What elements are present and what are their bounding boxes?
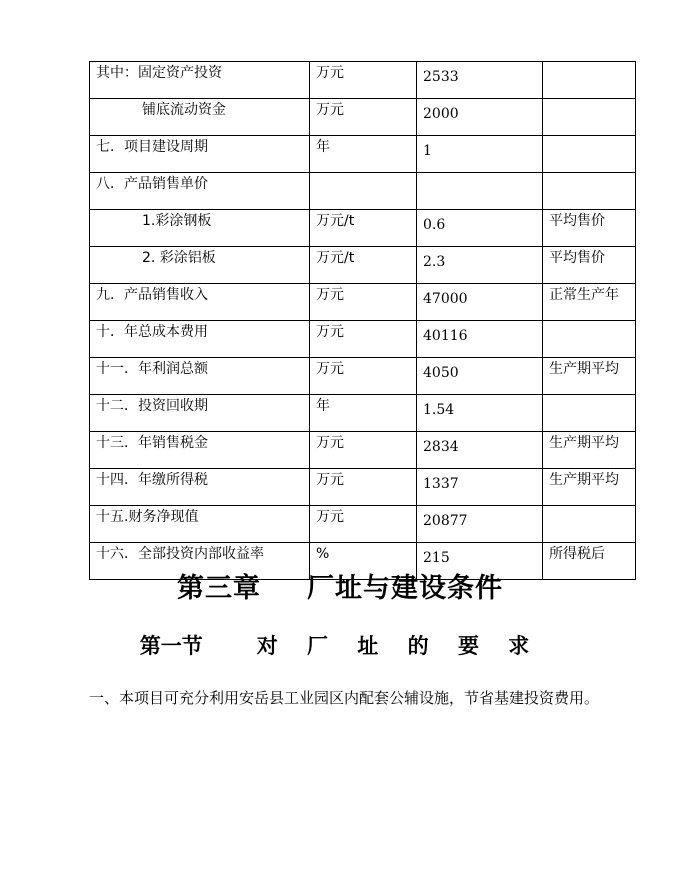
unit-cell: 万元 bbox=[310, 62, 417, 99]
unit-cell: 万元 bbox=[310, 506, 417, 543]
unit-cell: 年 bbox=[310, 395, 417, 432]
item-cell: 1.彩涂钢板 bbox=[90, 210, 310, 247]
section-heading bbox=[0, 630, 680, 660]
table-row bbox=[90, 358, 636, 395]
unit-cell: 万元/t bbox=[310, 210, 417, 247]
unit-cell: 万元 bbox=[310, 284, 417, 321]
chapter-heading bbox=[0, 566, 680, 605]
item-cell: 十一．年利润总额 bbox=[90, 358, 310, 395]
table-row bbox=[90, 432, 636, 469]
item-cell: 十二．投资回收期 bbox=[90, 395, 310, 432]
note-cell: 生产期平均 bbox=[543, 469, 636, 506]
chapter-title: 厂址与建设条件 bbox=[307, 573, 503, 604]
value-cell: 2834 bbox=[417, 432, 543, 469]
value-cell: 215 bbox=[417, 543, 543, 580]
note-cell bbox=[543, 99, 636, 136]
body-paragraph: 一、本项目可充分利用安岳县工业园区内配套公辅设施，节省基建投资费用。 bbox=[89, 689, 600, 707]
table-row bbox=[90, 506, 636, 543]
value-cell: 4050 bbox=[417, 358, 543, 395]
note-cell bbox=[543, 395, 636, 432]
note-cell bbox=[543, 506, 636, 543]
table-row bbox=[90, 173, 636, 210]
value-cell: 20877 bbox=[417, 506, 543, 543]
value-cell: 2.3 bbox=[417, 247, 543, 284]
unit-cell: 万元/t bbox=[310, 247, 417, 284]
note-cell bbox=[543, 136, 636, 173]
table-row bbox=[90, 99, 636, 136]
item-cell: 十五.财务净现值 bbox=[90, 506, 310, 543]
section-number: 第一节 bbox=[139, 633, 203, 658]
value-cell: 1 bbox=[417, 136, 543, 173]
value-cell: 2000 bbox=[417, 99, 543, 136]
note-cell: 平均售价 bbox=[543, 247, 636, 284]
item-cell: 七．项目建设周期 bbox=[90, 136, 310, 173]
item-cell: 十．年总成本费用 bbox=[90, 321, 310, 358]
note-cell: 生产期平均 bbox=[543, 358, 636, 395]
table-row bbox=[90, 469, 636, 506]
value-cell: 47000 bbox=[417, 284, 543, 321]
item-cell: 八．产品销售单价 bbox=[90, 173, 310, 210]
unit-cell: 万元 bbox=[310, 432, 417, 469]
table-row bbox=[90, 210, 636, 247]
unit-cell: % bbox=[310, 543, 417, 580]
item-cell: 其中：固定资产投资 bbox=[90, 62, 310, 99]
table-row bbox=[90, 395, 636, 432]
table-row bbox=[90, 247, 636, 284]
unit-cell: 万元 bbox=[310, 321, 417, 358]
item-cell: 2. 彩涂铝板 bbox=[90, 247, 310, 284]
note-cell: 生产期平均 bbox=[543, 432, 636, 469]
project-indicators-table bbox=[89, 61, 636, 580]
unit-cell bbox=[310, 173, 417, 210]
item-cell: 十六．全部投资内部收益率 bbox=[90, 543, 310, 580]
value-cell: 0.6 bbox=[417, 210, 543, 247]
note-cell bbox=[543, 321, 636, 358]
note-cell bbox=[543, 62, 636, 99]
table-row bbox=[90, 62, 636, 99]
chapter-number: 第三章 bbox=[177, 573, 261, 604]
unit-cell: 年 bbox=[310, 136, 417, 173]
table-row bbox=[90, 321, 636, 358]
unit-cell: 万元 bbox=[310, 99, 417, 136]
value-cell: 1337 bbox=[417, 469, 543, 506]
value-cell: 2533 bbox=[417, 62, 543, 99]
value-cell: 1.54 bbox=[417, 395, 543, 432]
note-cell: 正常生产年 bbox=[543, 284, 636, 321]
unit-cell: 万元 bbox=[310, 358, 417, 395]
section-title: 对 厂 址 的 要 求 bbox=[256, 633, 541, 658]
item-cell: 十四．年缴所得税 bbox=[90, 469, 310, 506]
item-cell: 十三．年销售税金 bbox=[90, 432, 310, 469]
unit-cell: 万元 bbox=[310, 469, 417, 506]
value-cell bbox=[417, 173, 543, 210]
table-row bbox=[90, 284, 636, 321]
table-row bbox=[90, 136, 636, 173]
value-cell: 40116 bbox=[417, 321, 543, 358]
item-cell: 铺底流动资金 bbox=[90, 99, 310, 136]
item-cell: 九．产品销售收入 bbox=[90, 284, 310, 321]
note-cell: 平均售价 bbox=[543, 210, 636, 247]
note-cell bbox=[543, 173, 636, 210]
note-cell: 所得税后 bbox=[543, 543, 636, 580]
